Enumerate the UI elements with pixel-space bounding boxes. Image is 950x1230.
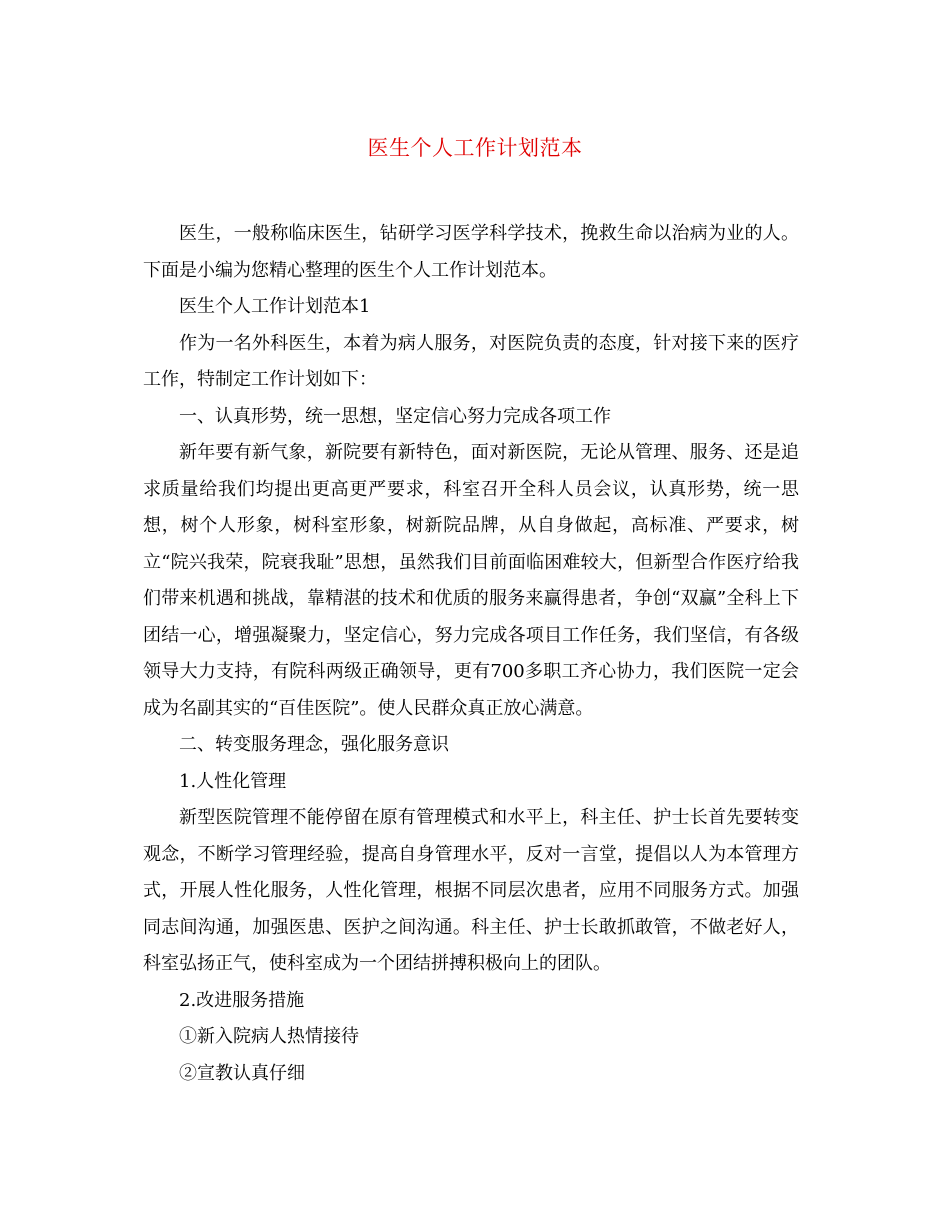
paragraph-subsection-1: 新型医院管理不能停留在原有管理模式和水平上，科主任、护士长首先要转变观念，不断学习管理经验，提高自身管理水平，反对一言堂，提倡以人为本管理方式，开展人性化服务，人性化管理，根据不同层次患者，应用不同服务方式。加强同志间沟通，加强医患、医护之间沟通。科主任、护士长敢抓敢管，不做老好人，科室弘扬正气，使科室成为一个团结拼搏积极向上的团队。 <box>143 807 799 974</box>
document-title: 医生个人工作计划范本 <box>367 136 583 160</box>
heading-subsection-1: 1.人性化管理 <box>179 770 287 792</box>
paragraph-intro: 医生，一般称临床医生，钻研学习医学科学技术，挽救生命以治病为业的人。下面是小编为您精心整理的医生个人工作计划范本。 <box>143 223 799 281</box>
heading-sample-1: 医生个人工作计划范本1 <box>179 296 371 317</box>
heading-section-1: 一、认真形势，统一思想，坚定信心努力完成各项工作 <box>179 405 611 427</box>
paragraph-preface: 作为一名外科医生，本着为病人服务，对医院负责的态度，针对接下来的医疗工作，特制定工作计划如下： <box>143 332 799 390</box>
heading-section-2: 二、转变服务理念，强化服务意识 <box>179 734 449 755</box>
heading-subsection-2: 2.改进服务措施 <box>179 989 305 1011</box>
document-body <box>143 216 799 1092</box>
list-item-2: ②宣教认真仔细 <box>179 1062 305 1084</box>
list-item-1: ①新入院病人热情接待 <box>179 1026 359 1047</box>
paragraph-section-1: 新年要有新气象，新院要有新特色，面对新医院，无论从管理、服务、还是追求质量给我们均提出更高更严要求，科室召开全科人员会议，认真形势，统一思想，树个人形象，树科室形象，树新院品牌，从自身做起，高标准、严要求，树立“院兴我荣，院衰我耻”思想，虽然我们目前面临困难较大，但新型合作医疗给我们带来机遇和挑战，靠精湛的技术和优质的服务来赢得患者，争创“双赢”全科上下团结一心，增强凝聚力，坚定信心，努力完成各项目工作任务，我们坚信，有各级领导大力支持，有院科两级正确领导，更有700多职工齐心协力，我们医院一定会成为名副其实的“百佳医院”。使人民群众真正放心满意。 <box>143 442 799 719</box>
